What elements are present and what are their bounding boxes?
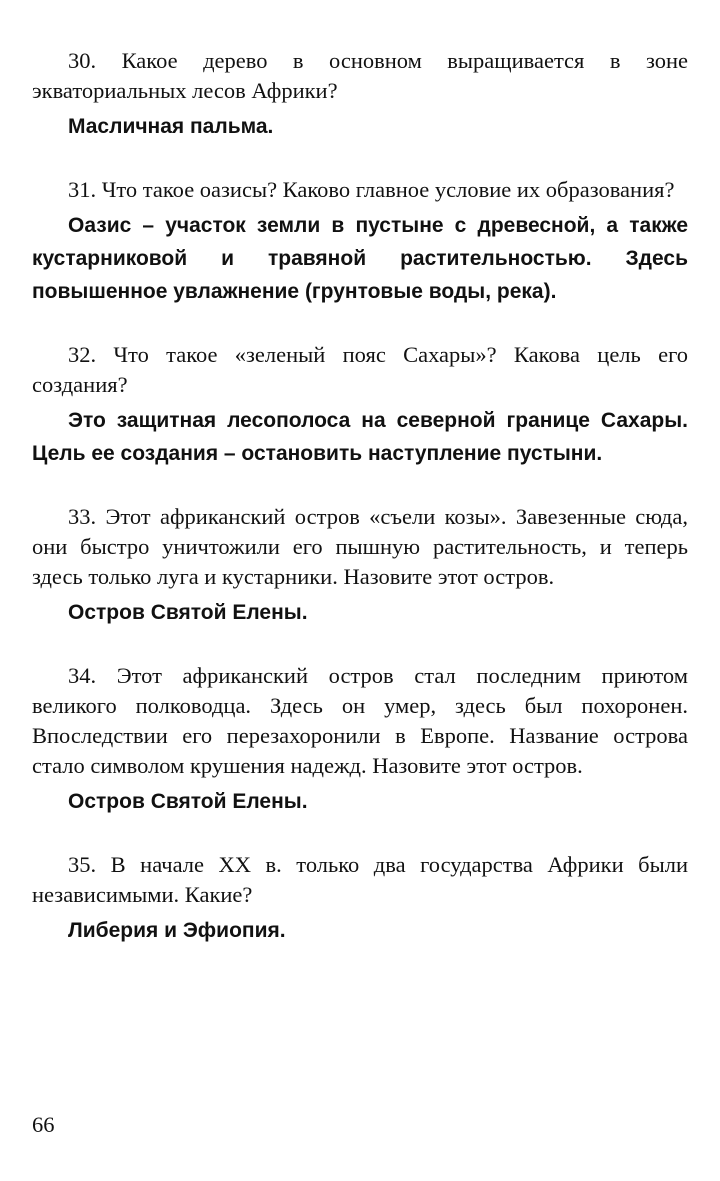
question-text: 33. Этот африканский остров «съели козы». Завезенные сюда, они быстро уничтожили его пышную растительность, и теперь здесь только луга и кустарники. Назовите этот остров. [32, 504, 688, 589]
question-block-34 [32, 661, 688, 818]
page-content [32, 46, 688, 947]
answer-text: Это защитная лесополоса на северной границе Сахары. Цель ее создания – остановить наступление пустыни. [32, 409, 688, 465]
page-number: 66 [32, 1112, 55, 1137]
question-text: 35. В начале XX в. только два государства Африки были независимыми. Какие? [32, 852, 688, 907]
question-block-35 [32, 850, 688, 947]
question-block-32 [32, 340, 688, 470]
answer-text: Остров Святой Елены. [68, 601, 308, 624]
answer-text: Остров Святой Елены. [68, 790, 308, 813]
question-text: 31. Что такое оазисы? Каково главное условие их образования? [68, 177, 675, 202]
answer-text: Масличная пальма. [68, 115, 274, 138]
question-text: 34. Этот африканский остров стал последним приютом великого полководца. Здесь он умер, здесь был похоронен. Впоследствии его перезахоронили в Европе. Название острова стало символом крушения надежд. Назовите этот остров. [32, 663, 688, 778]
question-block-31 [32, 175, 688, 308]
answer-text: Оазис – участок земли в пустыне с древесной, а также кустарниковой и травяной растительностью. Здесь повышенное увлажнение (грунтовые воды, река). [32, 214, 688, 303]
question-text: 32. Что такое «зеленый пояс Сахары»? Какова цель его создания? [32, 342, 688, 397]
question-block-30 [32, 46, 688, 143]
question-block-33 [32, 502, 688, 629]
question-text: 30. Какое дерево в основном выращивается в зоне экваториальных лесов Африки? [32, 48, 688, 103]
answer-text: Либерия и Эфиопия. [68, 919, 286, 942]
